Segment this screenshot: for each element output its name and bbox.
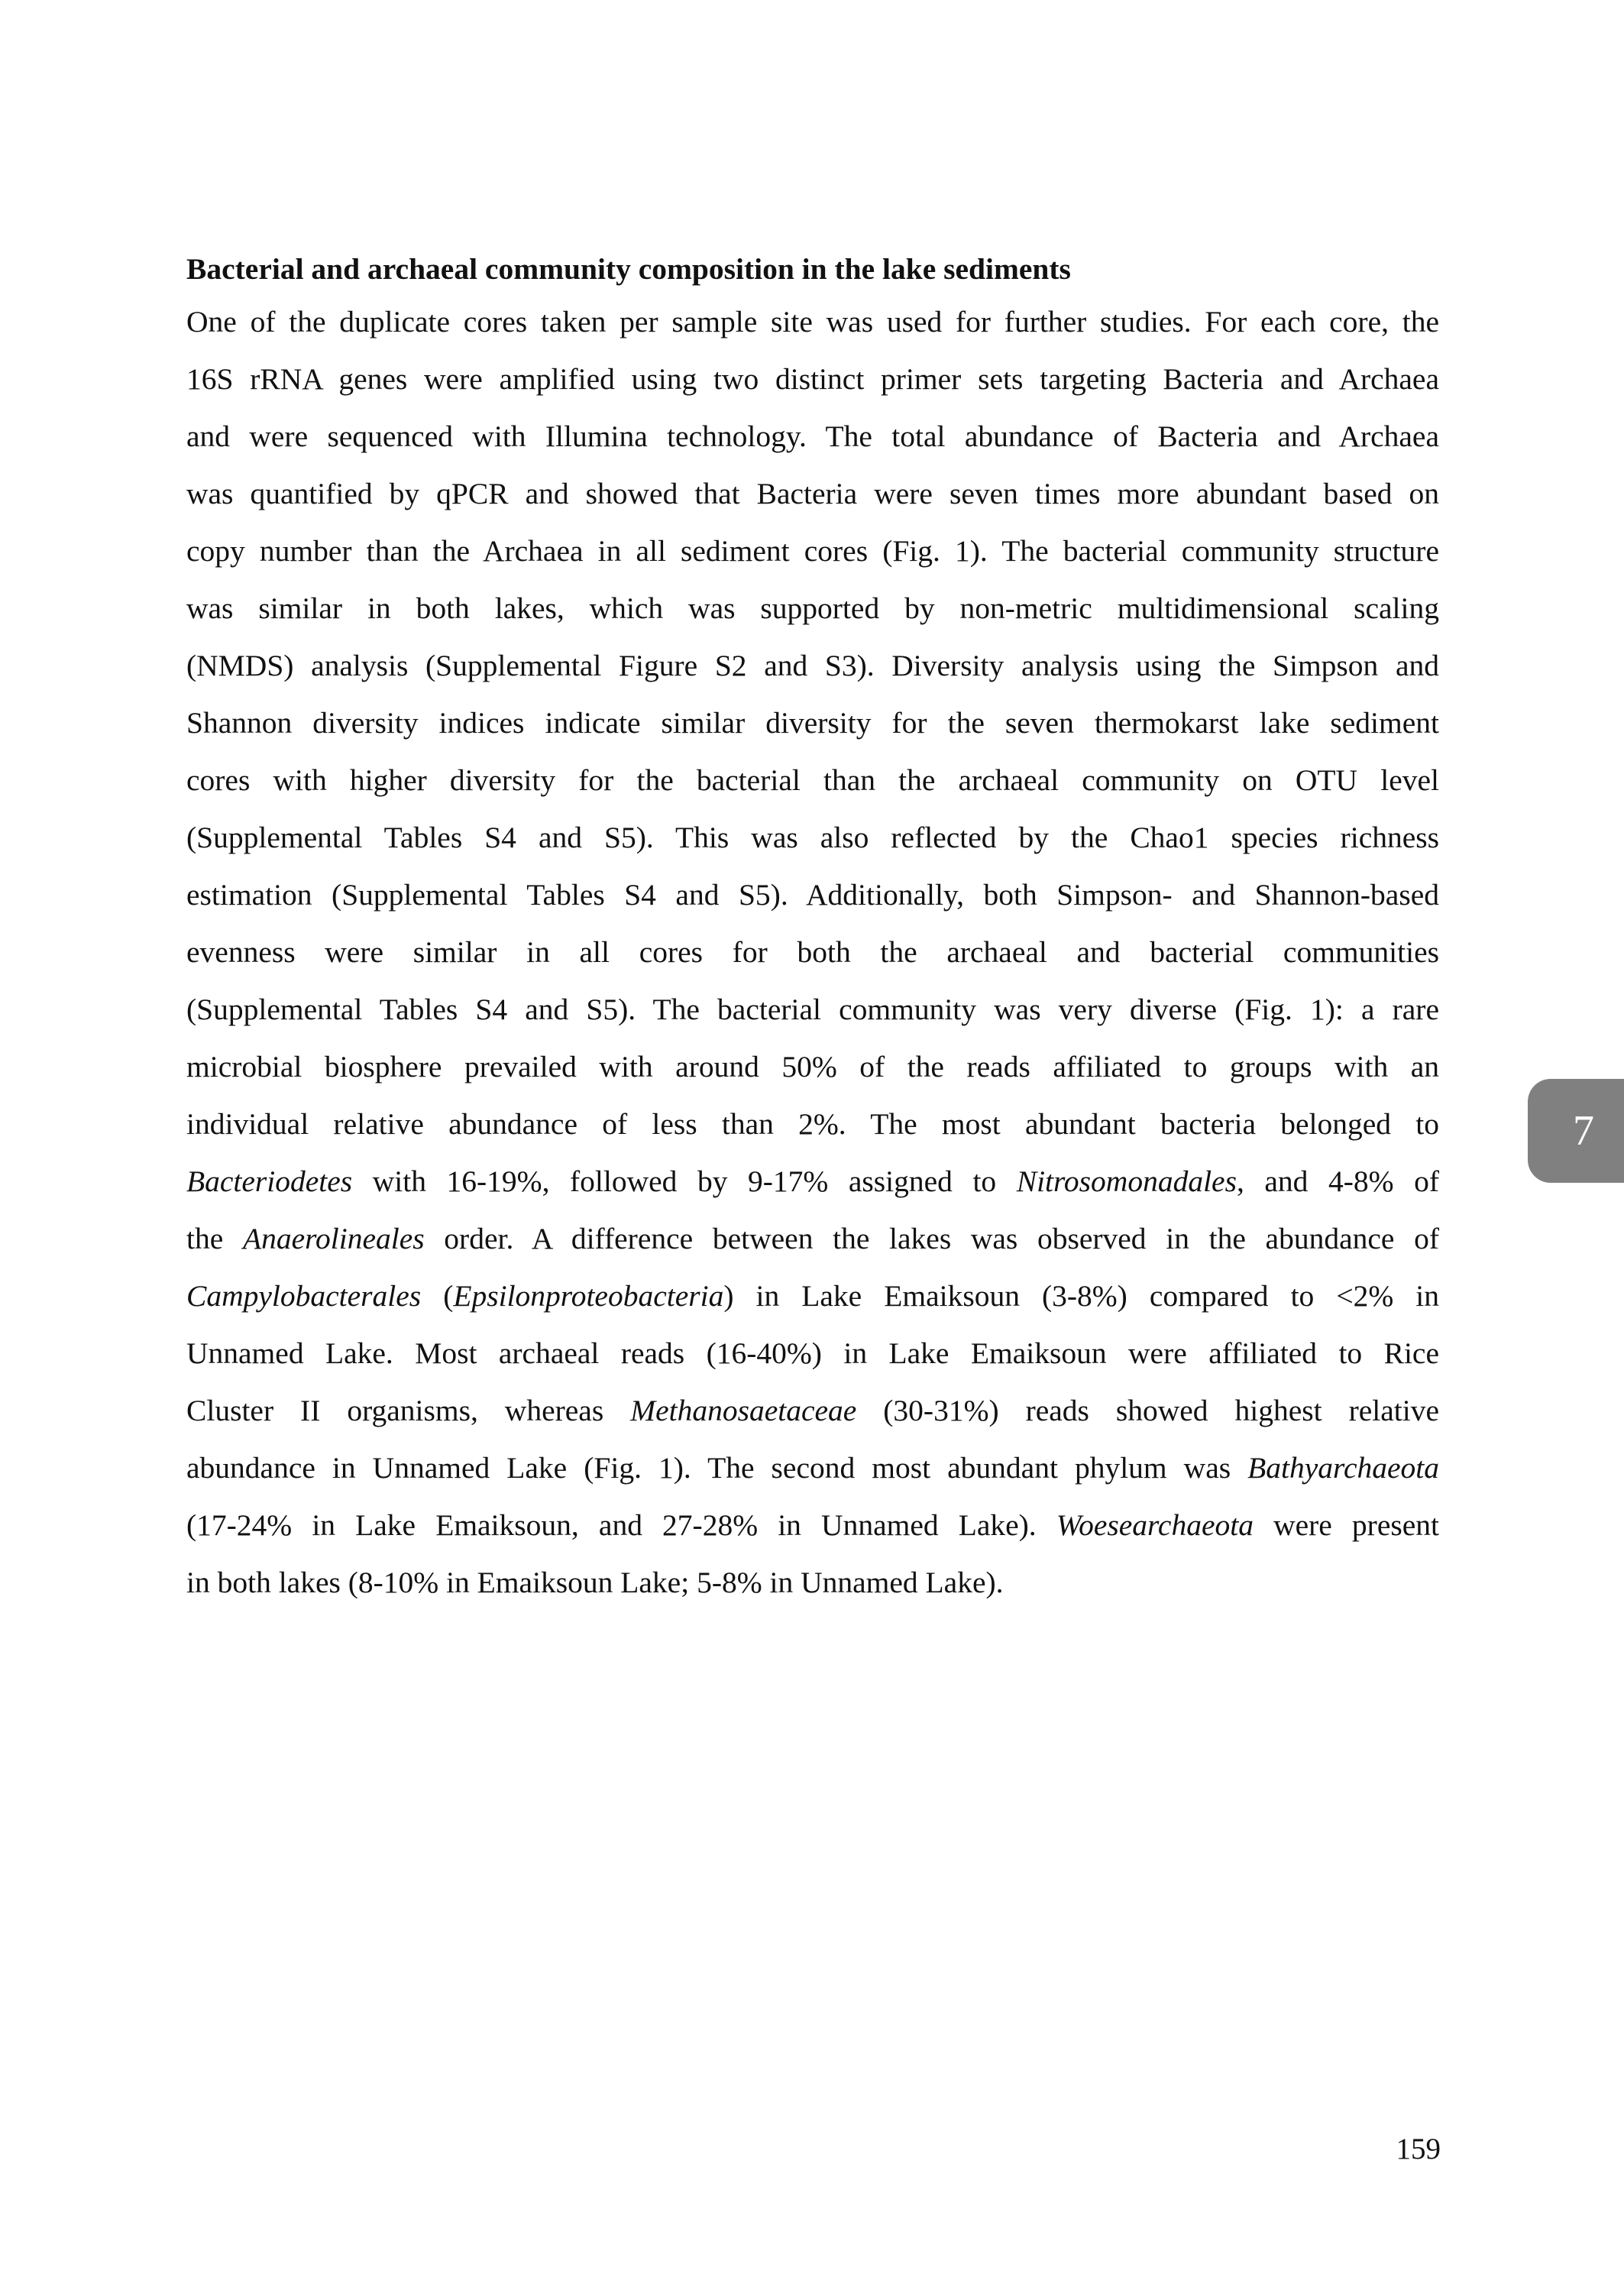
text-run: order. A difference between the lakes was observed in the abundance of [424, 1222, 1439, 1255]
text-line [186, 1440, 1439, 1497]
text-line [186, 408, 1439, 465]
page-number: 159 [1396, 2133, 1441, 2165]
text-run: , and 4-8% of [1236, 1164, 1439, 1198]
text-run: in both lakes (8-10% in Emaiksoun Lake; 5-8% in Unnamed Lake). [186, 1566, 1004, 1599]
text-run: cores with higher diversity for the bacterial than the archaeal community on OTU level [186, 763, 1439, 797]
text-run: (17-24% in Lake Emaiksoun, and 27-28% in Unnamed Lake). [186, 1508, 1056, 1542]
text-run: was quantified by qPCR and showed that Bacteria were seven times more abundant based on [186, 477, 1439, 510]
chapter-tab-label: 7 [1573, 1107, 1594, 1155]
text-run: Shannon diversity indices indicate similar diversity for the seven thermokarst lake sediment [186, 706, 1439, 740]
text-line [186, 523, 1439, 580]
text-line [186, 1554, 1439, 1611]
text-line [186, 293, 1439, 351]
text-line [186, 809, 1439, 866]
text-line [186, 1210, 1439, 1268]
text-line [186, 695, 1439, 752]
text-line [186, 752, 1439, 809]
text-line [186, 580, 1439, 637]
section-heading: Bacterial and archaeal community composition in the lake sediments [186, 252, 1071, 286]
text-run: microbial biosphere prevailed with around 50% of the reads affiliated to groups with an [186, 1050, 1439, 1083]
text-line [186, 866, 1439, 924]
text-run: copy number than the Archaea in all sediment cores (Fig. 1). The bacterial community structure [186, 534, 1439, 568]
text-run: One of the duplicate cores taken per sample site was used for further studies. For each core, the [186, 305, 1439, 338]
text-run: Cluster II organisms, whereas [186, 1394, 631, 1427]
text-line [186, 351, 1439, 408]
text-run: was similar in both lakes, which was supported by non-metric multidimensional scaling [186, 591, 1439, 625]
text-run: were present [1253, 1508, 1439, 1542]
italic-term: Anaerolineales [242, 1222, 425, 1255]
italic-term: Methanosaetaceae [630, 1394, 857, 1427]
text-run: individual relative abundance of less than 2%. The most abundant bacteria belonged to [186, 1107, 1439, 1141]
section-content [186, 245, 1439, 1611]
text-line [186, 1382, 1439, 1440]
text-line [186, 637, 1439, 695]
text-line [186, 1497, 1439, 1554]
text-run: 16S rRNA genes were amplified using two distinct primer sets targeting Bacteria and Archaea [186, 362, 1439, 396]
text-run: with 16-19%, followed by 9-17% assigned to [352, 1164, 1017, 1198]
text-line [186, 1038, 1439, 1096]
text-run: abundance in Unnamed Lake (Fig. 1). The second most abundant phylum was [186, 1451, 1248, 1485]
body-paragraph [186, 293, 1439, 1611]
text-line [186, 924, 1439, 981]
text-run: (30-31%) reads showed highest relative [856, 1394, 1439, 1427]
text-run: (NMDS) analysis (Supplemental Figure S2 and S3). Diversity analysis using the Simpson and [186, 649, 1439, 682]
chapter-tab [1528, 1079, 1624, 1183]
text-line [186, 1268, 1439, 1325]
italic-term: Woesearchaeota [1056, 1508, 1254, 1542]
italic-term: Bacteriodetes [186, 1164, 353, 1198]
text-run: Unnamed Lake. Most archaeal reads (16-40%) in Lake Emaiksoun were affiliated to Rice [186, 1336, 1439, 1370]
text-run: the [186, 1222, 243, 1255]
text-run: and were sequenced with Illumina technology. The total abundance of Bacteria and Archaea [186, 419, 1439, 453]
italic-term: Bathyarchaeota [1247, 1451, 1439, 1485]
text-run: estimation (Supplemental Tables S4 and S5). Additionally, both Simpson- and Shannon-based [186, 878, 1439, 912]
text-line [186, 465, 1439, 523]
text-run: ) in Lake Emaiksoun (3-8%) compared to <2% in [723, 1279, 1439, 1313]
text-line [186, 1325, 1439, 1382]
text-line [186, 981, 1439, 1038]
text-run: (Supplemental Tables S4 and S5). The bacterial community was very diverse (Fig. 1): a rare [186, 993, 1439, 1026]
italic-term: Campylobacterales [186, 1279, 422, 1313]
text-run: evenness were similar in all cores for both the archaeal and bacterial communities [186, 935, 1439, 969]
italic-term: Nitrosomonadales [1016, 1164, 1237, 1198]
text-line [186, 1153, 1439, 1210]
text-line [186, 1096, 1439, 1153]
italic-term: Epsilonproteobacteria [453, 1279, 724, 1313]
text-run: (Supplemental Tables S4 and S5). This was also reflected by the Chao1 species richness [186, 821, 1439, 854]
text-run: ( [421, 1279, 454, 1313]
